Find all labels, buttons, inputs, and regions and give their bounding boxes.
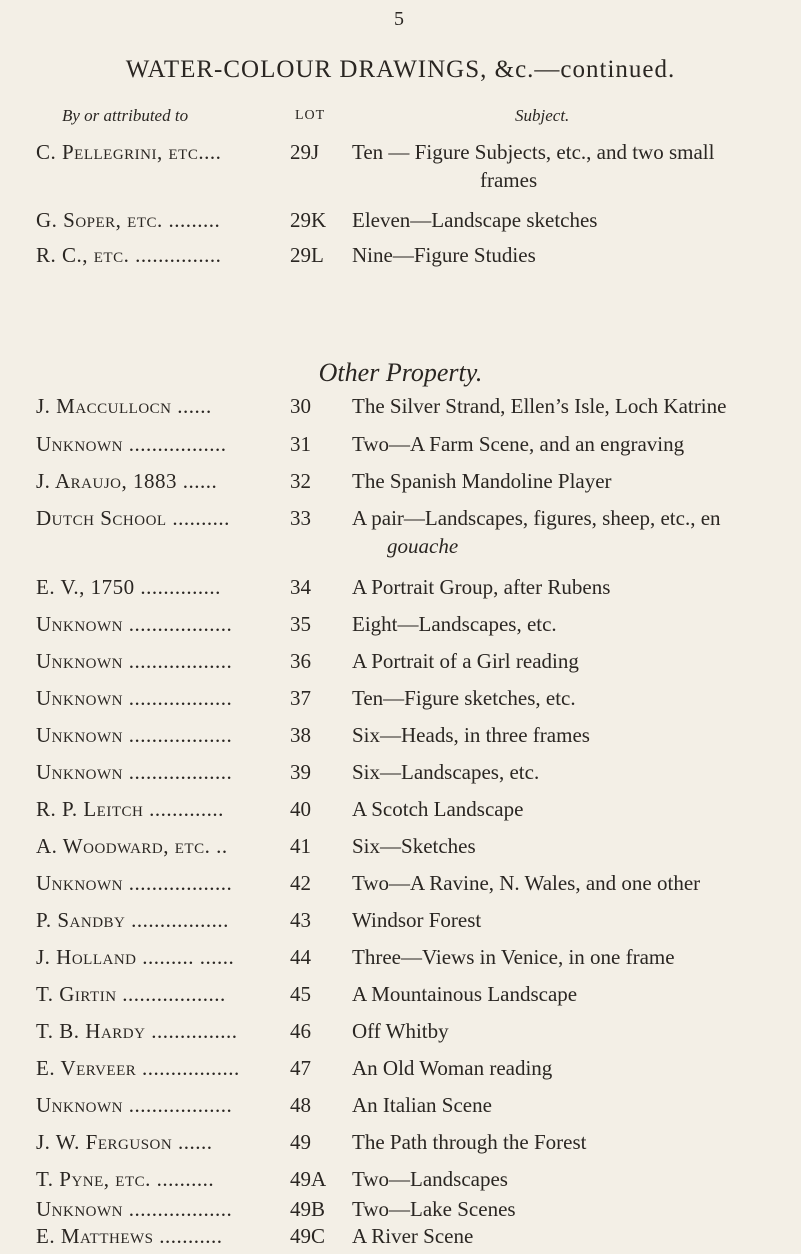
lot-number: 31	[290, 432, 311, 456]
lot-artist: Dutch School ..........	[36, 506, 230, 530]
lot-number: 35	[290, 612, 311, 636]
lot-subject: Two—Lake Scenes	[352, 1197, 516, 1221]
lot-row	[0, 575, 801, 605]
lot-artist: Unknown ..................	[36, 871, 233, 895]
lot-number: 47	[290, 1056, 311, 1080]
lot-artist: J. Araujo, 1883 ......	[36, 469, 218, 493]
lot-number: 30	[290, 394, 311, 418]
lot-artist: T. B. Hardy ...............	[36, 1019, 238, 1043]
lot-number: 48	[290, 1093, 311, 1117]
lot-number: 37	[290, 686, 311, 710]
lot-subject-continued: frames	[480, 168, 538, 192]
lot-subject: A Portrait of a Girl reading	[352, 649, 579, 673]
lot-artist: Unknown .................	[36, 432, 227, 456]
lot-artist: A. Woodward, etc. ..	[36, 834, 228, 858]
page-heading: WATER-COLOUR DRAWINGS, &c.—continued.	[125, 56, 676, 83]
lot-row	[0, 982, 801, 1012]
lot-number: 45	[290, 982, 311, 1006]
lot-subject: Three—Views in Venice, in one frame	[352, 945, 675, 969]
lot-subject: Six—Sketches	[352, 834, 476, 858]
lot-row	[0, 1056, 801, 1086]
lot-row	[0, 834, 801, 864]
lot-row	[0, 649, 801, 679]
lot-artist: T. Girtin ..................	[36, 982, 226, 1006]
lot-subject: Nine—Figure Studies	[352, 243, 536, 267]
lot-number: 40	[290, 797, 311, 821]
lot-row	[0, 945, 801, 975]
lot-subject: An Italian Scene	[352, 1093, 492, 1117]
lot-artist: Unknown ..................	[36, 1197, 233, 1221]
lot-row	[0, 1019, 801, 1049]
lot-artist: J. Holland ......... ......	[36, 945, 235, 969]
lot-row	[0, 612, 801, 642]
lot-number: 29K	[290, 208, 327, 232]
lot-row	[0, 1224, 801, 1254]
lot-artist: Unknown ..................	[36, 1093, 233, 1117]
lot-subject: Windsor Forest	[352, 908, 482, 932]
lot-row	[0, 1130, 801, 1160]
lot-subject: Eleven—Landscape sketches	[352, 208, 598, 232]
lot-artist: T. Pyne, etc. ..........	[36, 1167, 215, 1191]
lot-subject: The Spanish Mandoline Player	[352, 469, 612, 493]
lot-artist: P. Sandby .................	[36, 908, 229, 932]
lot-artist: J. W. Ferguson ......	[36, 1130, 213, 1154]
lot-number: 49B	[290, 1197, 326, 1221]
lot-artist: C. Pellegrini, etc....	[36, 140, 222, 164]
lot-subject: A Portrait Group, after Rubens	[352, 575, 611, 599]
lot-row	[0, 686, 801, 716]
lot-row	[0, 394, 801, 424]
lot-row	[0, 140, 801, 170]
lot-number: 29J	[290, 140, 320, 164]
lot-number: 33	[290, 506, 311, 530]
lot-artist: E. Verveer .................	[36, 1056, 240, 1080]
lot-artist: Unknown ..................	[36, 760, 233, 784]
lot-row	[0, 208, 801, 238]
lot-row	[0, 243, 801, 273]
lot-artist: Unknown ..................	[36, 612, 233, 636]
lot-subject: Six—Heads, in three frames	[352, 723, 590, 747]
lot-subject: A Mountainous Landscape	[352, 982, 578, 1006]
lot-number: 42	[290, 871, 311, 895]
lot-number: 49	[290, 1130, 311, 1154]
lot-number: 49A	[290, 1167, 327, 1191]
lot-number: 38	[290, 723, 311, 747]
lot-number: 43	[290, 908, 311, 932]
lot-number: 41	[290, 834, 311, 858]
lot-row	[0, 760, 801, 790]
lot-subject: Ten — Figure Subjects, etc., and two small	[352, 140, 715, 164]
lot-artist: R. C., etc. ...............	[36, 243, 222, 267]
section-title: Other Property.	[318, 358, 483, 387]
lot-subject: An Old Woman reading	[352, 1056, 553, 1080]
lot-subject: Eight—Landscapes, etc.	[352, 612, 557, 636]
lot-number: 39	[290, 760, 311, 784]
lot-artist: E. V., 1750 ..............	[36, 575, 221, 599]
lot-subject: Ten—Figure sketches, etc.	[352, 686, 576, 710]
lot-row	[0, 506, 801, 536]
lot-number: 44	[290, 945, 311, 969]
lot-subject: The Path through the Forest	[352, 1130, 587, 1154]
lot-artist: G. Soper, etc. .........	[36, 208, 221, 232]
lot-subject: A pair—Landscapes, figures, sheep, etc., en	[352, 506, 721, 530]
lot-number: 46	[290, 1019, 311, 1043]
lot-row	[0, 908, 801, 938]
lot-subject: Six—Landscapes, etc.	[352, 760, 540, 784]
lot-artist: Unknown ..................	[36, 649, 233, 673]
page-number: 5	[394, 8, 404, 30]
lot-subject: Two—Landscapes	[352, 1167, 508, 1191]
lot-number: 49C	[290, 1224, 326, 1248]
lot-subject-continued: gouache	[387, 534, 459, 558]
lot-row	[0, 469, 801, 499]
column-header-lot: LOT	[295, 108, 326, 123]
lot-row	[0, 432, 801, 462]
lot-row	[0, 1197, 801, 1227]
lot-row	[0, 1167, 801, 1197]
lot-artist: Unknown ..................	[36, 723, 233, 747]
lot-subject: A Scotch Landscape	[352, 797, 524, 821]
lot-artist: E. Matthews ...........	[36, 1224, 223, 1248]
column-header-by: By or attributed to	[62, 106, 189, 125]
lot-row	[0, 797, 801, 827]
lot-row	[0, 1093, 801, 1123]
lot-subject: Two—A Farm Scene, and an engraving	[352, 432, 685, 456]
lot-artist: J. Maccullocn ......	[36, 394, 212, 418]
lot-artist: Unknown ..................	[36, 686, 233, 710]
lot-subject: A River Scene	[352, 1224, 474, 1248]
lot-row	[0, 871, 801, 901]
lot-number: 36	[290, 649, 311, 673]
lot-subject: Two—A Ravine, N. Wales, and one other	[352, 871, 701, 895]
lot-number: 34	[290, 575, 311, 599]
lot-row	[0, 723, 801, 753]
lot-subject: The Silver Strand, Ellen’s Isle, Loch Katrine	[352, 394, 727, 418]
lot-number: 29L	[290, 243, 324, 267]
lot-subject: Off Whitby	[352, 1019, 449, 1043]
lot-artist: R. P. Leitch .............	[36, 797, 224, 821]
column-header-subject: Subject.	[515, 106, 570, 125]
lot-number: 32	[290, 469, 311, 493]
